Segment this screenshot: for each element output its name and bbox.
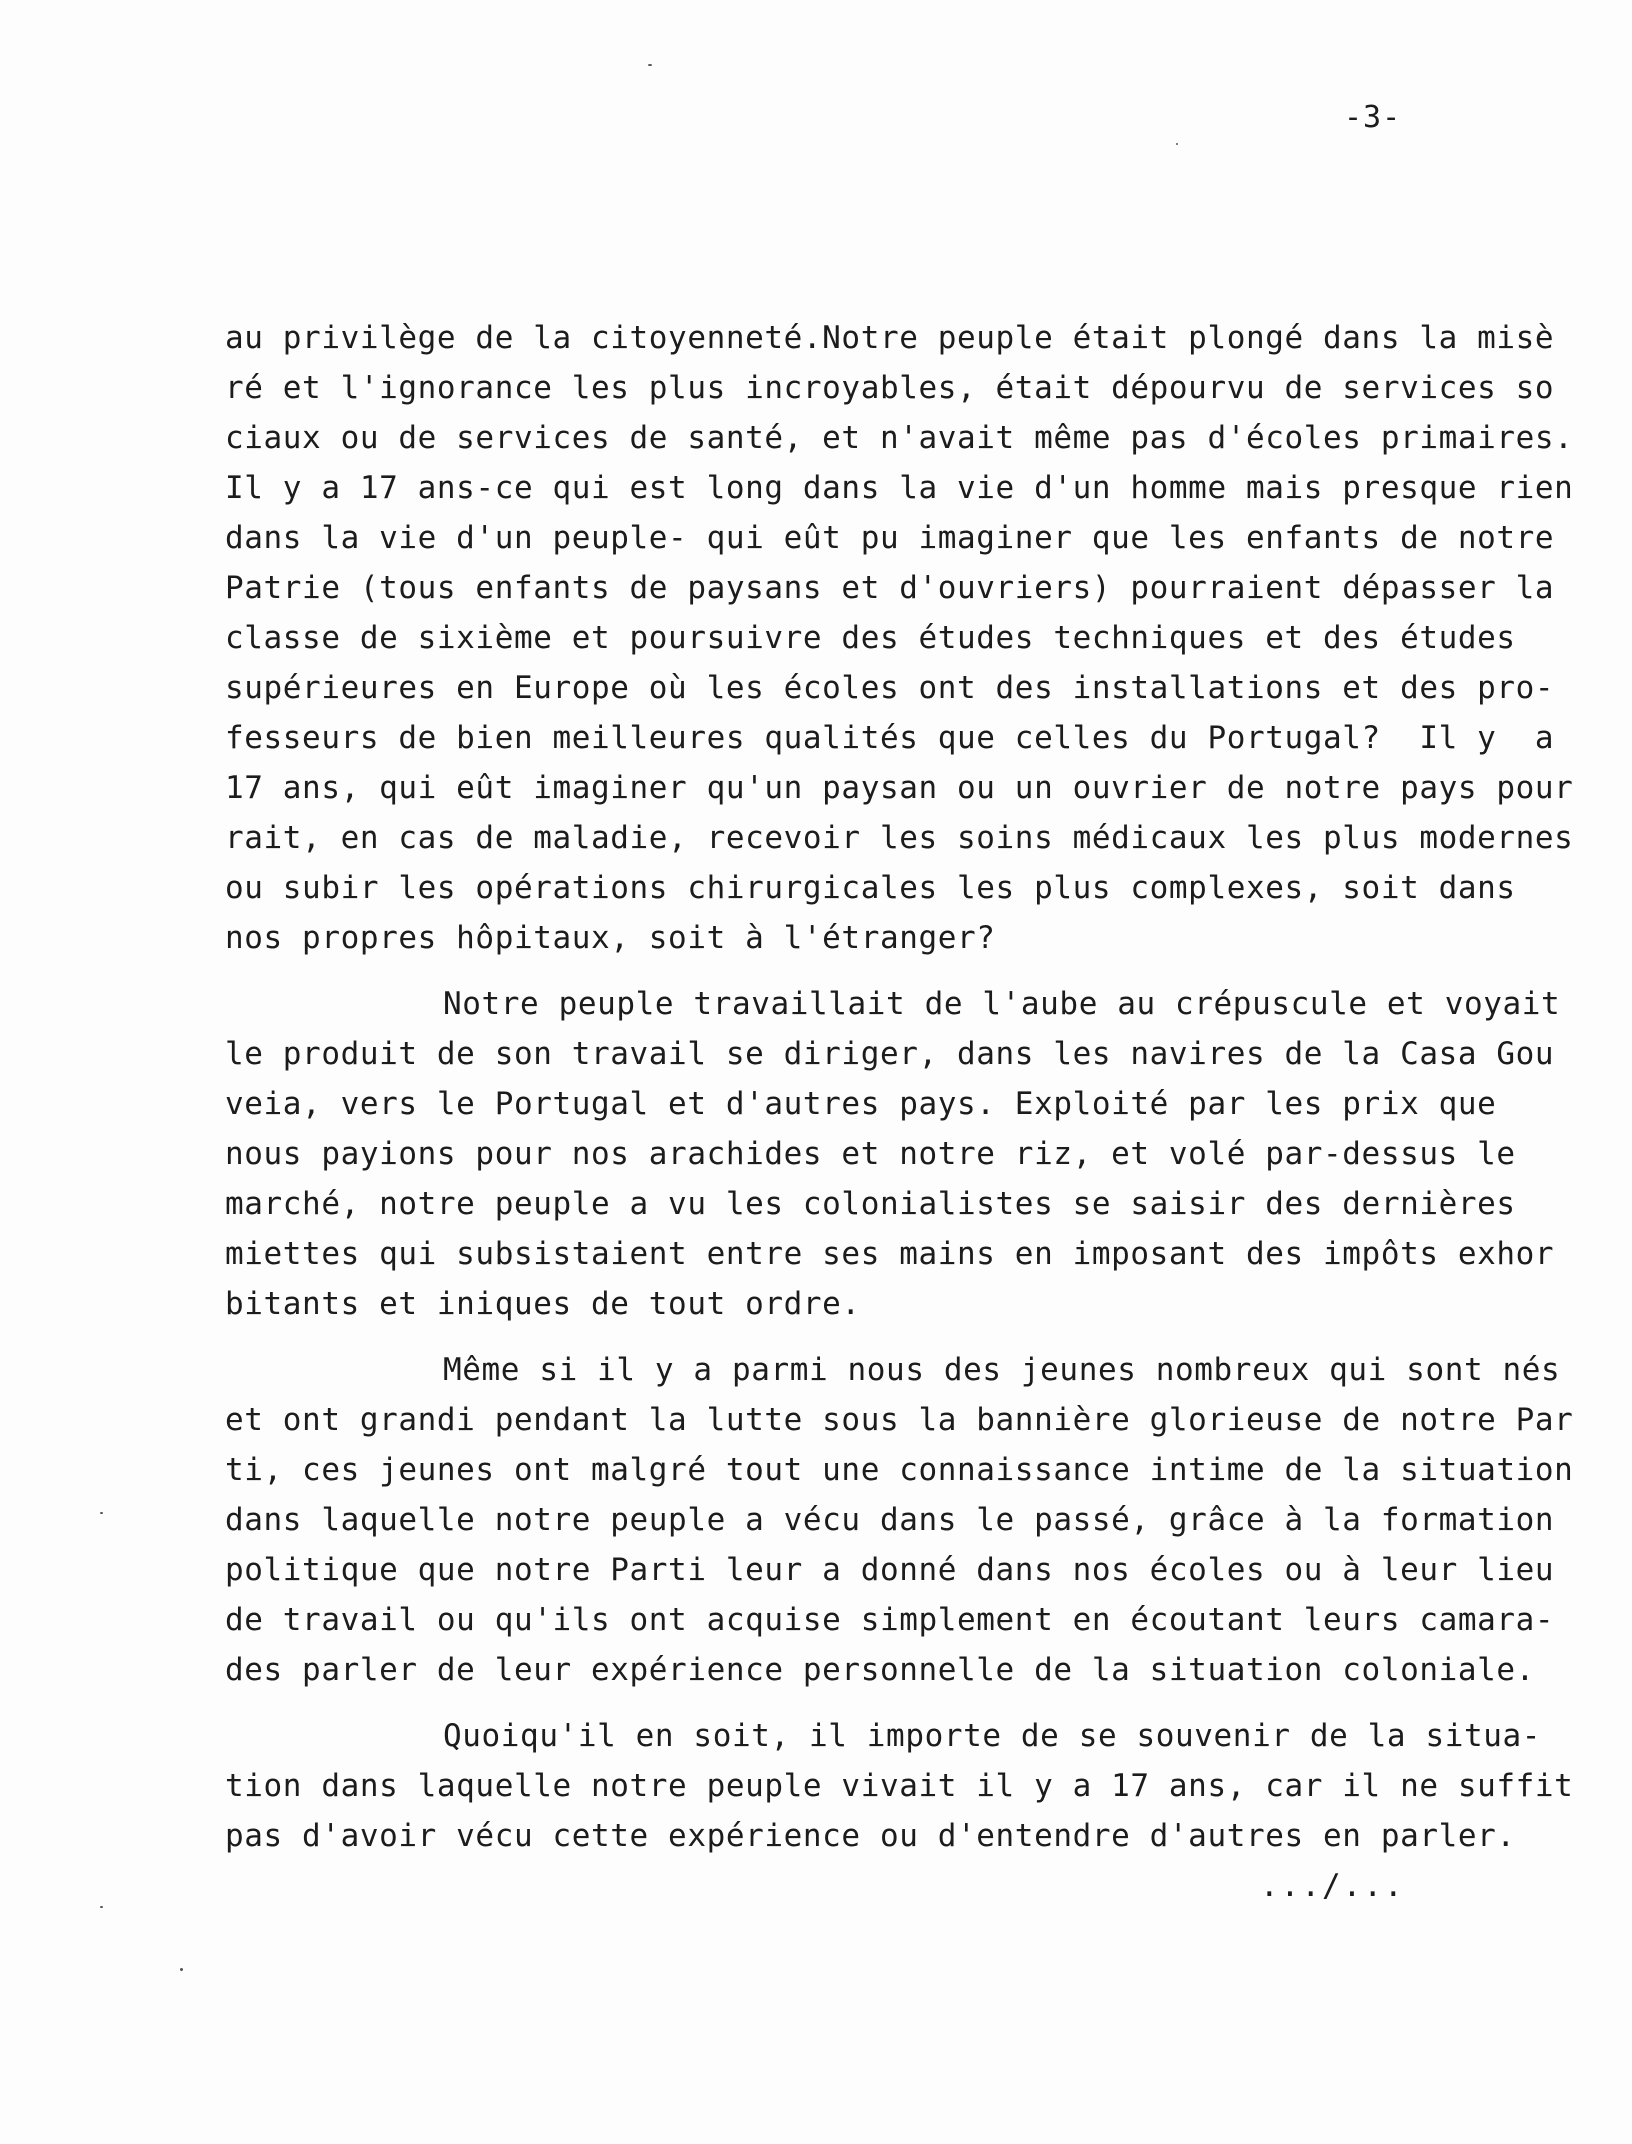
text-line: fesseurs de bien meilleures qualités que celles du Portugal? Il y a	[225, 720, 1555, 756]
text-line: Même si il y a parmi nous des jeunes nombreux qui sont nés	[443, 1352, 1561, 1388]
text-line: et ont grandi pendant la lutte sous la bannière glorieuse de notre Par	[225, 1402, 1574, 1438]
continuation-marker: .../...	[1260, 1868, 1405, 1904]
text-line: bitants et iniques de tout ordre.	[225, 1286, 861, 1322]
text-line: nous payions pour nos arachides et notre riz, et volé par-dessus le	[225, 1136, 1516, 1172]
text-line: nos propres hôpitaux, soit à l'étranger?	[225, 920, 996, 956]
text-line: politique que notre Parti leur a donné dans nos écoles ou à leur lieu	[225, 1552, 1555, 1588]
text-line: au privilège de la citoyenneté.Notre peuple était plongé dans la misè	[225, 320, 1555, 356]
paragraph-gap	[225, 963, 1615, 979]
paragraph-gap	[225, 1329, 1615, 1345]
text-line: dans la vie d'un peuple- qui eût pu imaginer que les enfants de notre	[225, 520, 1555, 556]
scan-speck	[100, 1906, 103, 1908]
text-line: marché, notre peuple a vu les colonialistes se saisir des dernières	[225, 1186, 1516, 1222]
text-line: classe de sixième et poursuivre des études techniques et des études	[225, 620, 1516, 656]
text-line: ou subir les opérations chirurgicales les plus complexes, soit dans	[225, 870, 1516, 906]
text-line: tion dans laquelle notre peuple vivait il y a 17 ans, car il ne suffit	[225, 1768, 1574, 1804]
text-line: dans laquelle notre peuple a vécu dans le passé, grâce à la formation	[225, 1502, 1555, 1538]
text-line: rait, en cas de maladie, recevoir les soins médicaux les plus modernes	[225, 820, 1574, 856]
scan-speck	[1176, 143, 1178, 145]
text-line: Quoiqu'il en soit, il importe de se souvenir de la situa-	[443, 1718, 1542, 1754]
text-line: miettes qui subsistaient entre ses mains en imposant des impôts exhor	[225, 1236, 1555, 1272]
paragraph-gap	[225, 1695, 1615, 1711]
text-line: des parler de leur expérience personnelle de la situation coloniale.	[225, 1652, 1535, 1688]
body-text	[225, 313, 1615, 1861]
text-line: 17 ans, qui eût imaginer qu'un paysan ou un ouvrier de notre pays pour	[225, 770, 1574, 806]
text-line: Notre peuple travaillait de l'aube au crépuscule et voyait	[443, 986, 1561, 1022]
text-line: veia, vers le Portugal et d'autres pays. Exploité par les prix que	[225, 1086, 1497, 1122]
scan-speck	[180, 1968, 183, 1971]
text-line: le produit de son travail se diriger, dans les navires de la Casa Gou	[225, 1036, 1555, 1072]
scan-speck	[648, 64, 652, 66]
text-line: ti, ces jeunes ont malgré tout une connaissance intime de la situation	[225, 1452, 1574, 1488]
text-line: ré et l'ignorance les plus incroyables, était dépourvu de services so	[225, 370, 1555, 406]
scan-speck	[100, 1512, 103, 1514]
text-line: pas d'avoir vécu cette expérience ou d'entendre d'autres en parler.	[225, 1818, 1516, 1854]
text-line: Il y a 17 ans-ce qui est long dans la vie d'un homme mais presque rien	[225, 470, 1574, 506]
paragraph-3	[225, 1345, 1615, 1695]
text-line: de travail ou qu'ils ont acquise simplement en écoutant leurs camara-	[225, 1602, 1555, 1638]
paragraph-2	[225, 979, 1615, 1329]
paragraph-4	[225, 1711, 1615, 1861]
text-line: supérieures en Europe où les écoles ont des installations et des pro-	[225, 670, 1555, 706]
page-number: -3-	[1344, 100, 1402, 135]
text-line: Patrie (tous enfants de paysans et d'ouvriers) pourraient dépasser la	[225, 570, 1555, 606]
text-line: ciaux ou de services de santé, et n'avait même pas d'écoles primaires.	[225, 420, 1574, 456]
paragraph-1	[225, 313, 1615, 963]
